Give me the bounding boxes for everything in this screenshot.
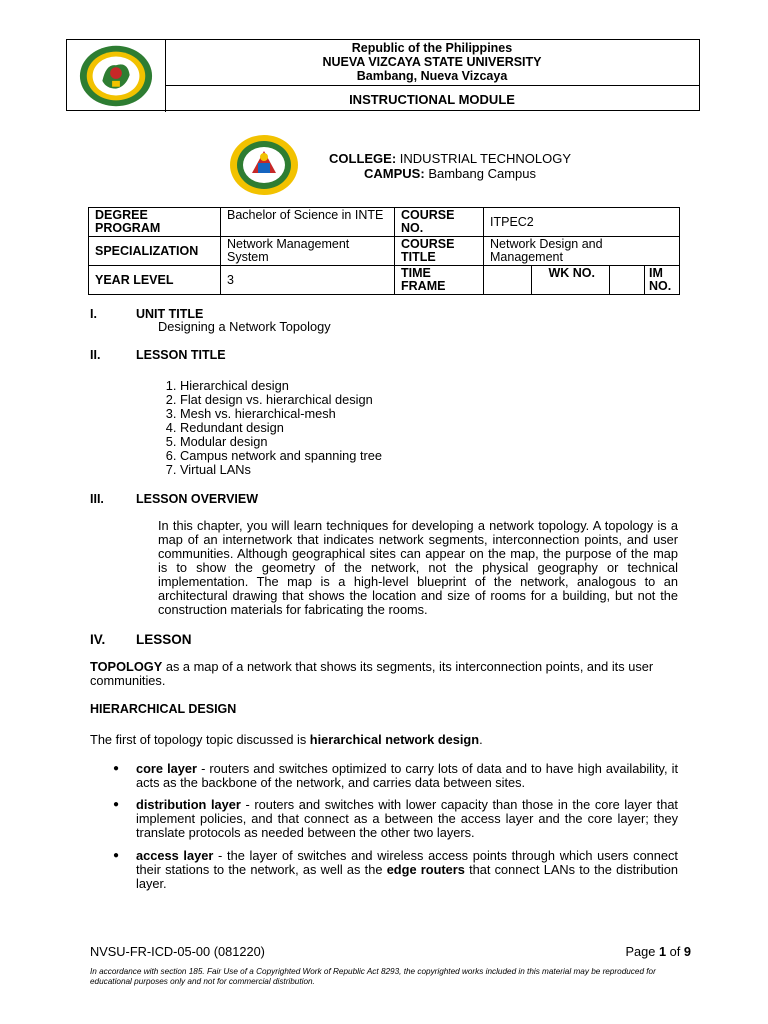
list-item: 7. Virtual LANs xyxy=(180,463,382,477)
bullet-icon: ● xyxy=(113,850,120,861)
year-level-value: 3 xyxy=(221,266,395,295)
bullet-core-layer xyxy=(136,762,678,790)
table-row xyxy=(89,208,680,237)
copyright-disclaimer: In accordance with section 185. Fair Use of a Copyrighted Work of Republic Act 8293, the copyrighted works included in this material may be reproduced for educational purposes only and not for commercial distribution. xyxy=(90,967,656,986)
course-title-value: Network Design and Management xyxy=(484,237,680,266)
section-4-title: LESSON xyxy=(136,632,192,647)
lesson-list xyxy=(158,379,382,477)
distribution-layer-text: - routers and switches with lower capacity than those in the core layer that implement policies, and that connect as a between the access layer and the core layer; they translate protocols as needed between the other two layers. xyxy=(136,797,678,840)
module-title: INSTRUCTIONAL MODULE xyxy=(349,92,515,107)
intro-text: The first of topology topic discussed is xyxy=(90,732,310,747)
list-item: 2. Flat design vs. hierarchical design xyxy=(180,393,382,407)
core-layer-term: core layer xyxy=(136,761,197,776)
nvsu-seal-logo xyxy=(77,43,155,109)
campus-value: Bambang Campus xyxy=(428,166,536,181)
college-value: INDUSTRIAL TECHNOLOGY xyxy=(399,151,571,166)
specialization-value: Network Management System xyxy=(221,237,395,266)
core-layer-text: - routers and switches optimized to carry lots of data and to have high availability, it acts as the backbone of the network, and carries data between sites. xyxy=(136,761,678,790)
college-info xyxy=(300,151,600,181)
university-location: Bambang, Nueva Vizcaya xyxy=(356,69,508,83)
degree-label: DEGREE PROGRAM xyxy=(89,208,221,237)
intro-bold: hierarchical network design xyxy=(309,732,480,747)
section-4-number: IV. xyxy=(90,632,106,647)
access-layer-text: - the layer of switches and wireless access points through which users connect their stations to the network, as well as the xyxy=(136,848,678,877)
campus-line xyxy=(300,166,600,181)
course-title-label: COURSE TITLE xyxy=(395,237,484,266)
course-no-label: COURSE NO. xyxy=(395,208,484,237)
list-item: 4. Redundant design xyxy=(180,421,382,435)
bullet-access-layer xyxy=(136,849,678,891)
section-3-title: LESSON OVERVIEW xyxy=(136,492,259,506)
campus-label: CAMPUS: xyxy=(364,166,425,181)
hierarchical-design-heading: HIERARCHICAL DESIGN xyxy=(90,702,237,716)
wk-no-value xyxy=(610,266,645,295)
section-2-title: LESSON TITLE xyxy=(136,348,226,362)
edge-routers-term: edge routers xyxy=(386,862,465,877)
degree-value: Bachelor of Science in INTE xyxy=(221,208,395,237)
bullet-icon: ● xyxy=(113,799,120,810)
topology-term: TOPOLOGY xyxy=(90,659,163,674)
list-item: 6. Campus network and spanning tree xyxy=(180,449,382,463)
topology-definition xyxy=(90,660,680,688)
topology-text: as a map of a network that shows its segments, its interconnection points, and its user communities. xyxy=(90,659,654,688)
time-frame-value xyxy=(484,266,532,295)
year-level-label: YEAR LEVEL xyxy=(89,266,221,295)
section-1-title: UNIT TITLE xyxy=(136,307,204,321)
page-of: of xyxy=(666,944,684,959)
bullet-distribution-layer xyxy=(136,798,678,840)
section-2-number: II. xyxy=(90,348,101,362)
access-layer-text-2: that connect LANs to the distribution layer. xyxy=(136,862,679,891)
section-3-number: III. xyxy=(90,492,104,506)
header-titles xyxy=(165,41,699,83)
page-prefix: Page xyxy=(625,944,659,959)
intro-end: . xyxy=(479,732,483,747)
page-current: 1 xyxy=(658,944,667,959)
bullet-icon: ● xyxy=(113,763,120,774)
college-label: COLLEGE: xyxy=(329,151,397,166)
section-1-number: I. xyxy=(90,307,97,321)
wk-no-label: WK NO. xyxy=(532,266,610,295)
distribution-layer-term: distribution layer xyxy=(136,797,241,812)
university-name: NUEVA VIZCAYA STATE UNIVERSITY xyxy=(322,55,542,69)
hierarchical-intro xyxy=(90,733,483,747)
republic-line: Republic of the Philippines xyxy=(351,41,513,55)
college-line xyxy=(300,151,600,166)
page-number xyxy=(626,944,692,959)
course-info-table xyxy=(88,207,680,295)
header-box xyxy=(66,39,700,111)
list-item: 5. Modular design xyxy=(180,435,382,449)
table-row xyxy=(89,237,680,266)
page-total: 9 xyxy=(683,944,691,959)
course-no-value: ITPEC2 xyxy=(484,208,680,237)
im-no-label: IM NO. xyxy=(645,266,680,295)
list-item: 3. Mesh vs. hierarchical-mesh xyxy=(180,407,382,421)
list-item: 1. Hierarchical design xyxy=(180,379,382,393)
specialization-label: SPECIALIZATION xyxy=(89,237,221,266)
time-frame-label: TIME FRAME xyxy=(395,266,484,295)
access-layer-term: access layer xyxy=(136,848,214,863)
lesson-overview-text: In this chapter, you will learn techniques for developing a network topology. A topology is a map of an internetwork that indicates network segments, interconnection points, and user communities. Although geographical sites can appear on the map, the purpose of the map is to show the geometry of the network, not the physical geography or technical implementation. The map is a high-level blueprint of the network, analogous to an architectural drawing that shows the location and size of rooms for a building, but not the construction materials for fabricating the rooms. xyxy=(158,518,678,617)
college-industrial-technology-logo xyxy=(228,133,300,197)
header-divider-horizontal xyxy=(165,85,699,86)
unit-title-text: Designing a Network Topology xyxy=(158,319,331,334)
document-code: NVSU-FR-ICD-05-00 (081220) xyxy=(90,944,265,959)
table-row xyxy=(89,266,680,295)
